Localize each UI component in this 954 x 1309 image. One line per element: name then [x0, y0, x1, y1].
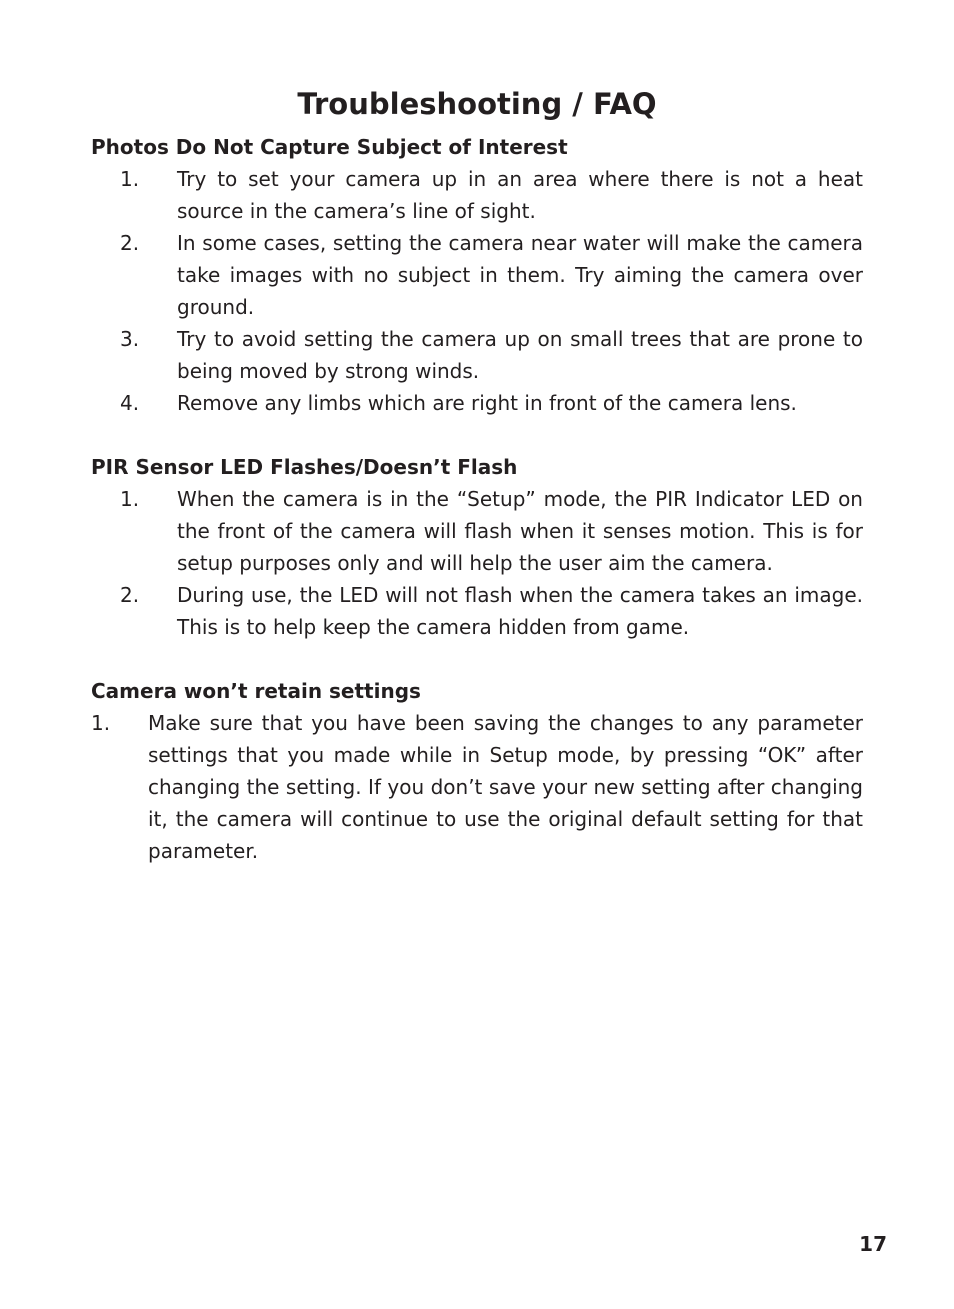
item-text: When the camera is in the “Setup” mode, the PIR Indicator LED on the front of the camera will flash when it senses motion. This is for setup purposes only and will help the user aim the camera.: [177, 487, 863, 575]
list-item: [91, 323, 863, 387]
item-number: 1.: [120, 167, 140, 191]
list-item: [91, 483, 863, 579]
item-text: Make sure that you have been saving the changes to any parameter settings that you made while in Setup mode, by pressing “OK” after changing the setting. If you don’t save your new setting after changing it, the camera will continue to use the original default setting for that parameter.: [148, 711, 863, 863]
item-number: 2.: [120, 583, 140, 607]
faq-content: [91, 131, 863, 867]
item-text: Try to avoid setting the camera up on small trees that are prone to being moved by strong winds.: [177, 327, 863, 383]
section-pir-led: [91, 451, 863, 643]
list-item: [91, 387, 863, 419]
section-photos-no-subject: [91, 131, 863, 419]
section-retain-settings: [91, 675, 863, 867]
list-item: [91, 227, 863, 323]
list-item: [91, 579, 863, 643]
list-item: [91, 163, 863, 227]
item-text: Try to set your camera up in an area where there is not a heat source in the camera’s line of sight.: [177, 167, 863, 223]
item-number: 4.: [120, 391, 140, 415]
section-heading: PIR Sensor LED Flashes/Doesn’t Flash: [91, 455, 518, 479]
page-title: Troubleshooting / FAQ: [297, 87, 657, 121]
tips-list: [91, 707, 863, 867]
item-number: 1.: [91, 711, 111, 735]
item-number: 2.: [120, 231, 140, 255]
item-text: In some cases, setting the camera near water will make the camera take images with no subject in them. Try aiming the camera over ground.: [177, 231, 863, 319]
tips-list: [91, 163, 863, 419]
section-heading: Camera won’t retain settings: [91, 679, 421, 703]
list-item: [91, 707, 863, 867]
item-number: 3.: [120, 327, 140, 351]
section-heading: Photos Do Not Capture Subject of Interest: [91, 135, 568, 159]
tips-list: [91, 483, 863, 643]
page-number: 17: [859, 1232, 887, 1256]
section-spacer: [91, 643, 863, 675]
section-spacer: [91, 419, 863, 451]
item-text: During use, the LED will not flash when the camera takes an image. This is to help keep the camera hidden from game.: [177, 583, 863, 639]
item-number: 1.: [120, 487, 140, 511]
item-text: Remove any limbs which are right in front of the camera lens.: [177, 391, 797, 415]
